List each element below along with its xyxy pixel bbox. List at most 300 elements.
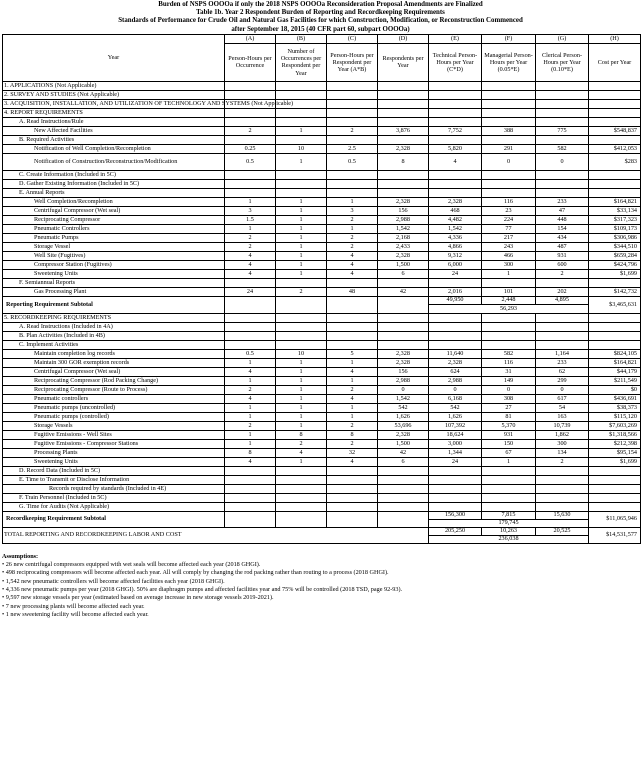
table-cell: 24 <box>429 457 482 466</box>
table-cell: 2,328 <box>378 349 429 358</box>
table-cell: 10 <box>276 144 327 153</box>
table-cell <box>327 484 378 493</box>
table-cell: 150 <box>482 439 536 448</box>
table-cell: 6 <box>378 457 429 466</box>
table-cell <box>429 502 482 511</box>
table-cell <box>589 502 641 511</box>
table-cell <box>225 278 276 287</box>
table-cell <box>225 90 276 99</box>
table-cell <box>429 493 482 502</box>
table-row <box>3 206 641 215</box>
table-cell: 1 <box>276 153 327 170</box>
row-label: C. Create Information (Included in 5C) <box>3 170 225 179</box>
table-cell: 4,336 <box>429 233 482 242</box>
row-label: Fugitive Emissions - Compressor Stations <box>3 439 225 448</box>
table-cell: 1 <box>276 251 327 260</box>
table-row <box>3 421 641 430</box>
table-cell <box>327 331 378 340</box>
table-cell <box>378 179 429 188</box>
table-cell <box>429 188 482 197</box>
table-cell <box>482 340 536 349</box>
table-row <box>3 466 641 475</box>
row-label: New Affected Facilities <box>3 126 225 135</box>
table-cell <box>378 466 429 475</box>
table-cell <box>276 331 327 340</box>
table-cell: 5,370 <box>482 421 536 430</box>
table-cell <box>429 108 482 117</box>
table-cell: 233 <box>536 358 589 367</box>
table-cell <box>429 179 482 188</box>
table-cell: 2 <box>327 421 378 430</box>
table-cell: 1 <box>276 242 327 251</box>
burden-table <box>2 34 641 544</box>
recordkeeping-section <box>3 313 641 511</box>
row-label: Notification of Well Completion/Recompletion <box>3 144 225 153</box>
row-label: Records required by standards (Included in 4E) <box>3 484 225 493</box>
table-cell <box>276 278 327 287</box>
table-cell <box>225 313 276 322</box>
table-cell: 156 <box>378 206 429 215</box>
table-cell <box>482 278 536 287</box>
table-cell <box>482 108 536 117</box>
table-cell: 4 <box>327 367 378 376</box>
row-label: Sweetening Units <box>3 269 225 278</box>
table-cell: $659,284 <box>589 251 641 260</box>
table-row <box>3 457 641 466</box>
table-cell: $824,105 <box>589 349 641 358</box>
table-row <box>3 484 641 493</box>
table-cell: 48 <box>327 287 378 296</box>
assumptions-title: Assumptions: <box>2 552 39 560</box>
table-cell: 2,988 <box>378 376 429 385</box>
table-cell <box>225 475 276 484</box>
table-cell: 2,328 <box>429 358 482 367</box>
row-label: B. Plan Activities (Included in 4B) <box>3 331 225 340</box>
table-row <box>3 367 641 376</box>
document-header <box>0 0 641 34</box>
reporting-subtotal <box>3 296 641 313</box>
table-cell: 2 <box>327 233 378 242</box>
table-cell <box>378 322 429 331</box>
table-cell <box>482 135 536 144</box>
row-label: Storage Vessel <box>3 242 225 251</box>
table-cell <box>276 108 327 117</box>
table-row <box>3 251 641 260</box>
table-cell: 2 <box>327 126 378 135</box>
table-cell: 388 <box>482 126 536 135</box>
table-cell <box>429 170 482 179</box>
table-cell <box>589 322 641 331</box>
grand-total <box>3 527 641 543</box>
row-label: 3. ACQUISITION, INSTALLATION, AND UTILIZATION OF TECHNOLOGY AND SYSTEMS (Not Applicable) <box>4 99 294 107</box>
table-cell <box>276 493 327 502</box>
table-cell <box>276 90 327 99</box>
table-cell: $436,691 <box>589 394 641 403</box>
table-cell: 116 <box>482 197 536 206</box>
table-cell <box>378 502 429 511</box>
table-cell: 2,433 <box>378 242 429 251</box>
table-row <box>3 135 641 144</box>
table-cell: $412,053 <box>589 144 641 153</box>
table-cell: 1,500 <box>378 260 429 269</box>
table-cell <box>589 331 641 340</box>
table-cell <box>589 117 641 126</box>
table-row <box>3 108 641 117</box>
table-cell: 7,752 <box>429 126 482 135</box>
table-cell: 468 <box>429 206 482 215</box>
assumption-item: • 9,597 new storage vessels per year (estimated based on average increase in new storage vessels 2019-2021). <box>2 594 274 602</box>
table-cell <box>327 81 378 90</box>
table-cell: 5,820 <box>429 144 482 153</box>
table-cell: 466 <box>482 251 536 260</box>
table-cell: 1,542 <box>378 394 429 403</box>
table-cell: 448 <box>536 215 589 224</box>
table-cell <box>327 466 378 475</box>
table-cell <box>536 484 589 493</box>
table-cell <box>378 484 429 493</box>
row-label: Reciprocating Compressor <box>3 215 225 224</box>
table-cell: 8 <box>225 448 276 457</box>
table-cell <box>276 313 327 322</box>
table-cell <box>378 81 429 90</box>
table-cell: 4 <box>429 153 482 170</box>
row-label: 5. RECORDKEEPING REQUIREMENTS <box>3 313 225 322</box>
table-cell <box>482 170 536 179</box>
table-cell: 1 <box>225 412 276 421</box>
table-row <box>3 376 641 385</box>
table-cell <box>589 90 641 99</box>
table-cell: 2,328 <box>378 144 429 153</box>
table-cell: 9,312 <box>429 251 482 260</box>
table-cell: $44,179 <box>589 367 641 376</box>
table-cell <box>378 340 429 349</box>
table-cell <box>429 99 482 108</box>
table-cell <box>225 117 276 126</box>
table-cell: 1 <box>276 269 327 278</box>
table-cell: 1 <box>482 269 536 278</box>
col-letter: (A) <box>225 34 276 43</box>
table-cell: 1 <box>225 358 276 367</box>
table-cell <box>276 170 327 179</box>
table-cell: 6,168 <box>429 394 482 403</box>
table-row <box>3 322 641 331</box>
table-cell: 4,482 <box>429 215 482 224</box>
table-row <box>3 493 641 502</box>
table-cell: 2 <box>327 242 378 251</box>
table-cell <box>276 466 327 475</box>
table-cell <box>429 313 482 322</box>
table-cell: 2 <box>327 215 378 224</box>
table-cell <box>327 340 378 349</box>
table-cell: 1 <box>225 439 276 448</box>
table-cell <box>429 81 482 90</box>
table-cell: 2 <box>276 287 327 296</box>
table-cell <box>225 179 276 188</box>
table-cell <box>378 170 429 179</box>
table-cell <box>327 322 378 331</box>
assumption-item: • 498 reciprocating compressors will become affected each year. All will comply by changing the rod packing rather than routing to a process (2018 GHGI). <box>2 569 389 577</box>
table-cell <box>536 475 589 484</box>
row-label: E. Time to Transmit or Disclose Information <box>3 475 225 484</box>
table-cell: 18,624 <box>429 430 482 439</box>
table-cell <box>536 170 589 179</box>
table-row <box>3 475 641 484</box>
table-cell: 67 <box>482 448 536 457</box>
table-cell: 1 <box>276 457 327 466</box>
table-cell: 5 <box>327 349 378 358</box>
table-cell <box>536 135 589 144</box>
table-cell: 300 <box>536 439 589 448</box>
table-cell: 24 <box>225 287 276 296</box>
table-cell: 243 <box>482 242 536 251</box>
table-cell: 47 <box>536 206 589 215</box>
table-cell <box>225 484 276 493</box>
table-cell <box>536 493 589 502</box>
table-cell: 154 <box>536 224 589 233</box>
table-cell: 2,988 <box>378 215 429 224</box>
table-cell <box>327 502 378 511</box>
row-label: D. Gather Existing Information (Included in 5C) <box>3 179 225 188</box>
table-cell: 0 <box>482 153 536 170</box>
table-cell: 434 <box>536 233 589 242</box>
recordkeeping-subtotal-managerial: 7,815 <box>482 511 536 519</box>
table-row <box>3 144 641 153</box>
table-cell <box>536 99 589 108</box>
row-label: Sweetening Units <box>3 457 225 466</box>
table-cell: 1 <box>276 206 327 215</box>
row-label: A. Read Instructions (Included in 4A) <box>3 322 225 331</box>
table-cell: 624 <box>429 367 482 376</box>
table-cell: $115,120 <box>589 412 641 421</box>
assumptions-list <box>2 561 641 619</box>
table-cell: 2,328 <box>378 251 429 260</box>
table-cell: 2 <box>225 385 276 394</box>
table-cell <box>429 322 482 331</box>
table-cell: $306,986 <box>589 233 641 242</box>
table-cell: 54 <box>536 403 589 412</box>
total-managerial: 10,263 <box>482 527 536 535</box>
table-cell: 2,328 <box>378 430 429 439</box>
title-line-3: Standards of Performance for Crude Oil and Natural Gas Facilities for which Construction, Modification, or Reconstruction Commenced <box>118 17 523 25</box>
table-cell <box>429 135 482 144</box>
table-row <box>3 126 641 135</box>
table-cell: 0 <box>429 385 482 394</box>
table-cell: $0 <box>589 385 641 394</box>
assumption-item: • 1,542 new pneumatic controllers will become affected facilities each year (2018 GHGI). <box>2 577 225 585</box>
col-header: Managerial Person-Hours per Year (0.05*E) <box>482 43 536 81</box>
table-cell <box>327 278 378 287</box>
table-cell: 308 <box>482 394 536 403</box>
table-cell: $1,699 <box>589 457 641 466</box>
row-label: Pneumatic Pumps <box>3 233 225 242</box>
table-row <box>3 430 641 439</box>
table-cell: 107,392 <box>429 421 482 430</box>
table-cell: 2.5 <box>327 144 378 153</box>
table-cell: 4 <box>327 260 378 269</box>
row-label: Centrifugal Compressor (Wet seal) <box>3 367 225 376</box>
table-cell <box>482 81 536 90</box>
recordkeeping-subtotal-combined: 179,745 <box>429 519 589 527</box>
table-cell <box>482 466 536 475</box>
recordkeeping-subtotal <box>3 511 641 527</box>
row-label: D. Record Data (Included in 5C) <box>3 466 225 475</box>
table-cell: 42 <box>378 448 429 457</box>
table-cell <box>589 466 641 475</box>
table-row <box>3 224 641 233</box>
table-cell: $38,373 <box>589 403 641 412</box>
table-cell <box>225 188 276 197</box>
col-letter: (C) <box>327 34 378 43</box>
table-cell <box>225 135 276 144</box>
table-cell <box>225 331 276 340</box>
table-row <box>3 349 641 358</box>
table-cell <box>589 81 641 90</box>
table-cell <box>327 493 378 502</box>
table-cell: 24 <box>429 269 482 278</box>
row-label: Pneumatic pumps (uncontrolled) <box>3 403 225 412</box>
table-cell: 2 <box>225 421 276 430</box>
table-cell: 0 <box>482 385 536 394</box>
table-cell <box>589 278 641 287</box>
row-label: Pneumatic Controllers <box>3 224 225 233</box>
col-header: Person-Hours per Respondent per Year (A*B) <box>327 43 378 81</box>
table-cell: 1 <box>276 394 327 403</box>
table-cell: 149 <box>482 376 536 385</box>
table-row <box>3 439 641 448</box>
total-clerical: 20,525 <box>536 527 589 535</box>
row-label: F. Train Personnel (Included in 5C) <box>3 493 225 502</box>
table-cell: 1,500 <box>378 439 429 448</box>
row-label: Maintain completion log records <box>3 349 225 358</box>
table-cell: 0 <box>378 385 429 394</box>
table-cell <box>536 108 589 117</box>
title-line-1: Burden of NSPS OOOOa if only the 2018 NSPS OOOOa Reconsideration Proposal Amendments are Finalized <box>158 1 483 8</box>
table-cell: 0.5 <box>327 153 378 170</box>
table-cell <box>482 99 536 108</box>
table-cell <box>378 278 429 287</box>
table-cell: 1,626 <box>429 412 482 421</box>
table-cell: 0 <box>536 153 589 170</box>
table-cell: 1 <box>327 403 378 412</box>
col-header-year: Year <box>3 34 225 81</box>
assumption-item: • 4,336 new pneumatic pumps per year (2018 GHGI). 50% are diaphragm pumps and affected facilities year and 75% will be controlled (2018 TSD, page 92-93). <box>2 586 403 593</box>
row-label: Reciprocating Compressor (Route to Process) <box>3 385 225 394</box>
table-cell <box>327 108 378 117</box>
col-header: Person-Hours per Occurrence <box>225 43 276 81</box>
row-label: Centrifugal Compressor (Wet seal) <box>3 206 225 215</box>
recordkeeping-subtotal-label: Recordkeeping Requirement Subtotal <box>3 511 225 527</box>
reporting-subtotal-combined: 56,293 <box>429 304 589 313</box>
row-label: Storage Vessels <box>3 421 225 430</box>
table-cell: 53,696 <box>378 421 429 430</box>
table-cell: 4 <box>225 251 276 260</box>
table-cell: 27 <box>482 403 536 412</box>
table-cell <box>276 340 327 349</box>
table-cell: 23 <box>482 206 536 215</box>
table-cell: 2 <box>225 233 276 242</box>
row-label: Maintain 300 GOR exemption records <box>3 358 225 367</box>
table-cell <box>429 278 482 287</box>
table-cell: 600 <box>536 260 589 269</box>
table-cell <box>327 117 378 126</box>
table-cell: 1,542 <box>429 224 482 233</box>
table-cell: 1 <box>276 126 327 135</box>
reporting-subtotal-clerical: 4,895 <box>536 296 589 304</box>
reporting-subtotal-cost: $3,465,631 <box>589 296 641 313</box>
table-cell: 2 <box>276 439 327 448</box>
table-cell <box>482 313 536 322</box>
table-cell: 10 <box>276 349 327 358</box>
table-cell <box>536 340 589 349</box>
recordkeeping-subtotal-cost: $11,065,946 <box>589 511 641 527</box>
table-cell <box>429 117 482 126</box>
table-cell <box>276 117 327 126</box>
table-cell: 6,000 <box>429 260 482 269</box>
row-label: A. Read Instructions/Rule <box>3 117 225 126</box>
table-cell: 163 <box>536 412 589 421</box>
table-cell: 32 <box>327 448 378 457</box>
col-letter: (H) <box>589 34 641 43</box>
row-label: Well Site (Fugitives) <box>3 251 225 260</box>
table-cell <box>327 90 378 99</box>
table-cell <box>589 313 641 322</box>
table-cell: $424,796 <box>589 260 641 269</box>
table-cell: $1,318,566 <box>589 430 641 439</box>
table-cell: $109,173 <box>589 224 641 233</box>
table-cell <box>536 466 589 475</box>
col-header: Cost per Year <box>589 43 641 81</box>
table-row <box>3 358 641 367</box>
table-cell <box>225 170 276 179</box>
row-label: Fugitive Emissions - Well Sites <box>3 430 225 439</box>
table-row <box>3 448 641 457</box>
table-cell: 2,328 <box>429 197 482 206</box>
table-cell <box>536 188 589 197</box>
table-cell: 2,988 <box>429 376 482 385</box>
table-cell <box>276 475 327 484</box>
table-cell: 299 <box>536 376 589 385</box>
table-cell <box>276 502 327 511</box>
reporting-subtotal-label: Reporting Requirement Subtotal <box>3 296 225 313</box>
reporting-subtotal-managerial: 2,448 <box>482 296 536 304</box>
table-row <box>3 153 641 170</box>
table-cell: 42 <box>378 287 429 296</box>
table-cell: 4 <box>327 269 378 278</box>
table-cell: 217 <box>482 233 536 242</box>
row-label: 1. APPLICATIONS (Not Applicable) <box>3 81 225 90</box>
table-cell <box>429 331 482 340</box>
table-cell <box>536 313 589 322</box>
table-cell <box>482 331 536 340</box>
table-cell: 1 <box>327 224 378 233</box>
row-label: Processing Plants <box>3 448 225 457</box>
table-cell: 1 <box>225 403 276 412</box>
table-cell <box>482 502 536 511</box>
table-cell: 2 <box>327 439 378 448</box>
table-cell: 2 <box>536 457 589 466</box>
table-cell: 487 <box>536 242 589 251</box>
table-cell <box>225 502 276 511</box>
table-cell: 1.5 <box>225 215 276 224</box>
col-letter: (D) <box>378 34 429 43</box>
table-cell: 1 <box>225 224 276 233</box>
table-cell: $212,398 <box>589 439 641 448</box>
table-cell: 8 <box>378 153 429 170</box>
table-row <box>3 90 641 99</box>
table-cell <box>536 331 589 340</box>
table-cell: 3,876 <box>378 126 429 135</box>
table-cell <box>482 117 536 126</box>
